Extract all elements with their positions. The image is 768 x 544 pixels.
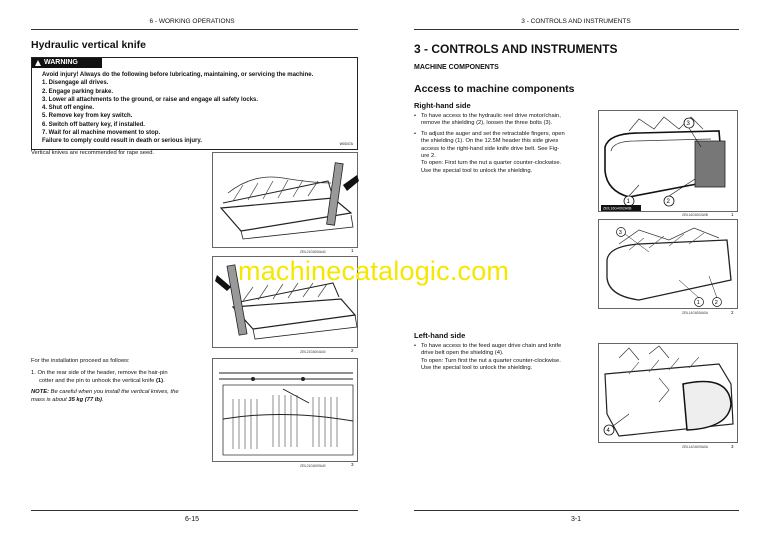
rh-bullet-1 — [414, 113, 592, 128]
header-rear-drawing — [213, 359, 359, 463]
figure-right-side-1 — [598, 110, 738, 212]
watermark-text: machinecatalogic.com — [238, 256, 510, 286]
rf2-callout-1: 1 — [696, 300, 700, 306]
note-text: Be careful when you install the vertical knives, the — [49, 389, 179, 395]
right-page-number: 3-1 — [570, 516, 582, 523]
note-line-b — [31, 397, 206, 405]
left-footer-rule — [31, 510, 358, 511]
warning-line: 5. Remove key from key switch. — [42, 113, 133, 120]
lh-b1-line-c: To open: Turn first the nut a quarter counter-clockwise. — [421, 357, 561, 364]
right-footer-rule — [414, 510, 739, 511]
lh-b1-line-a: To have access to the feed auger drive chain and knife — [421, 343, 562, 349]
left-hand-side-heading: Left-hand side — [414, 331, 466, 340]
rf2-callout-3: 3 — [618, 230, 622, 236]
machine-components-heading: MACHINE COMPONENTS — [414, 64, 499, 71]
warning-header — [32, 58, 102, 68]
rf2-callout-2: 2 — [714, 300, 718, 306]
right-running-header: 3 - CONTROLS AND INSTRUMENTS — [521, 18, 631, 25]
figure-1-code: ZEIL21G4006A40 — [300, 250, 326, 254]
warning-line: 7. Wait for all machine movement to stop. — [42, 130, 161, 137]
rh-b2-line-f: Use the special tool to unlock the shielding. — [421, 167, 533, 174]
step-1-line-a: 1. On the rear side of the header, remove the hair-pin — [31, 370, 168, 376]
note-line-a — [31, 389, 206, 397]
figure-1-number: 1 — [351, 248, 354, 253]
figure-3-number: 3 — [351, 462, 354, 467]
left-header-rule — [31, 29, 358, 30]
right-figure-1-number: 1 — [731, 212, 734, 217]
rh-bullet-2 — [414, 131, 592, 175]
figure-3-code: ZEIL21G4009A40 — [300, 464, 326, 468]
rh-b2-line-c: access to the right-hand side knife drive belt. See Fig- — [421, 145, 560, 152]
intro-text: Vertical knives are recommended for rape seed. — [31, 150, 155, 156]
right-side-shielding-drawing — [599, 111, 739, 213]
step-1-end: . — [163, 377, 165, 384]
chapter-title: 3 - CONTROLS AND INSTRUMENTS — [414, 42, 618, 56]
warning-code: W0047A — [339, 142, 353, 146]
note-label: NOTE: — [31, 389, 50, 395]
rf3-callout-4: 4 — [606, 428, 610, 434]
note-end: . — [101, 396, 104, 403]
rh-b2-line-b: the shielding (1). On the 12.5M header this side gives — [421, 138, 559, 145]
lh-b1-line-b: drive belt open the shielding (4). — [421, 350, 504, 357]
warning-text — [32, 68, 357, 149]
left-side-shielding-drawing — [599, 344, 739, 444]
note — [31, 389, 206, 404]
warning-line: Avoid injury! Always do the following before lubricating, maintaining, or servicing the machine. — [42, 72, 314, 78]
step-1-line-b — [31, 378, 201, 386]
lh-bullet-1 — [414, 343, 592, 373]
rf1-callout-1: 1 — [626, 199, 630, 205]
right-figure-3-number: 3 — [731, 444, 734, 449]
warning-line: 1. Disengage all drives. — [42, 80, 109, 87]
right-side-drive-drawing — [599, 220, 739, 310]
right-figure-2-number: 2 — [731, 310, 734, 315]
note-mass: 35 kg (77 lb) — [68, 396, 102, 403]
right-figure-3-code: ZEIL14G4005A0A — [682, 445, 708, 449]
left-page-number: 6-15 — [184, 516, 199, 523]
warning-line: 4. Shut off engine. — [42, 105, 94, 112]
right-figure-1-code: ZEIL16G4002A0B — [682, 213, 708, 217]
right-hand-side-heading: Right-hand side — [414, 101, 471, 110]
rh-b2-line-d: ure 2. — [421, 153, 436, 160]
warning-label: WARNING — [44, 59, 78, 66]
step-1 — [31, 370, 201, 385]
rh-b2-line-a: To adjust the auger and set the retractable fingers, open — [421, 130, 565, 137]
figure-2-code: ZEIL21G4004A40 — [300, 350, 326, 354]
step-1-text: cotter and the pin to unhook the vertical knife — [39, 377, 156, 384]
lh-b1-line-d: Use the special tool to unlock the shielding. — [421, 365, 533, 372]
rh-b1-line-b: remove the shielding (2), loosen the three bolts (3). — [421, 120, 553, 127]
left-running-header: 6 - WORKING OPERATIONS — [149, 18, 235, 25]
warning-triangle-icon — [35, 60, 41, 66]
access-heading: Access to machine components — [414, 83, 575, 95]
install-intro: For the installation proceed as follows: — [31, 358, 130, 364]
warning-box — [31, 57, 358, 150]
warning-line: 2. Engage parking brake. — [42, 88, 114, 95]
rf1-inset-code: ZEIL16G4002A0B — [603, 206, 632, 211]
left-section-title: Hydraulic vertical knife — [31, 39, 146, 51]
rf1-callout-2: 2 — [666, 199, 670, 205]
figure-vertical-knife-3 — [212, 358, 358, 462]
step-1-ref: (1) — [155, 377, 164, 384]
header-knife-drawing-1 — [213, 153, 359, 249]
warning-line: 3. Lower all attachments to the ground, or raise and engage all safety locks. — [42, 96, 259, 103]
warning-line: 6. Switch off battery key, if installed. — [42, 121, 145, 128]
left-hand-bullets — [414, 343, 592, 373]
right-header-rule — [414, 29, 739, 30]
rh-b1-line-a: To have access to the hydraulic reel drive motor/chain, — [421, 113, 561, 119]
figure-2-number: 2 — [351, 348, 354, 353]
figure-vertical-knife-1 — [212, 152, 358, 248]
rh-b2-line-e: To open: First turn the nut a quarter counter-clockwise. — [421, 160, 562, 167]
right-figure-2-code: ZEIL14G4006A0A — [682, 311, 708, 315]
rf1-callout-3: 3 — [686, 121, 690, 127]
right-hand-bullets — [414, 113, 592, 175]
note-text-2: mass is about — [31, 396, 69, 403]
figure-right-side-2 — [598, 219, 738, 309]
warning-line: Failure to comply could result in death or serious injury. — [42, 138, 202, 145]
figure-left-side — [598, 343, 738, 443]
